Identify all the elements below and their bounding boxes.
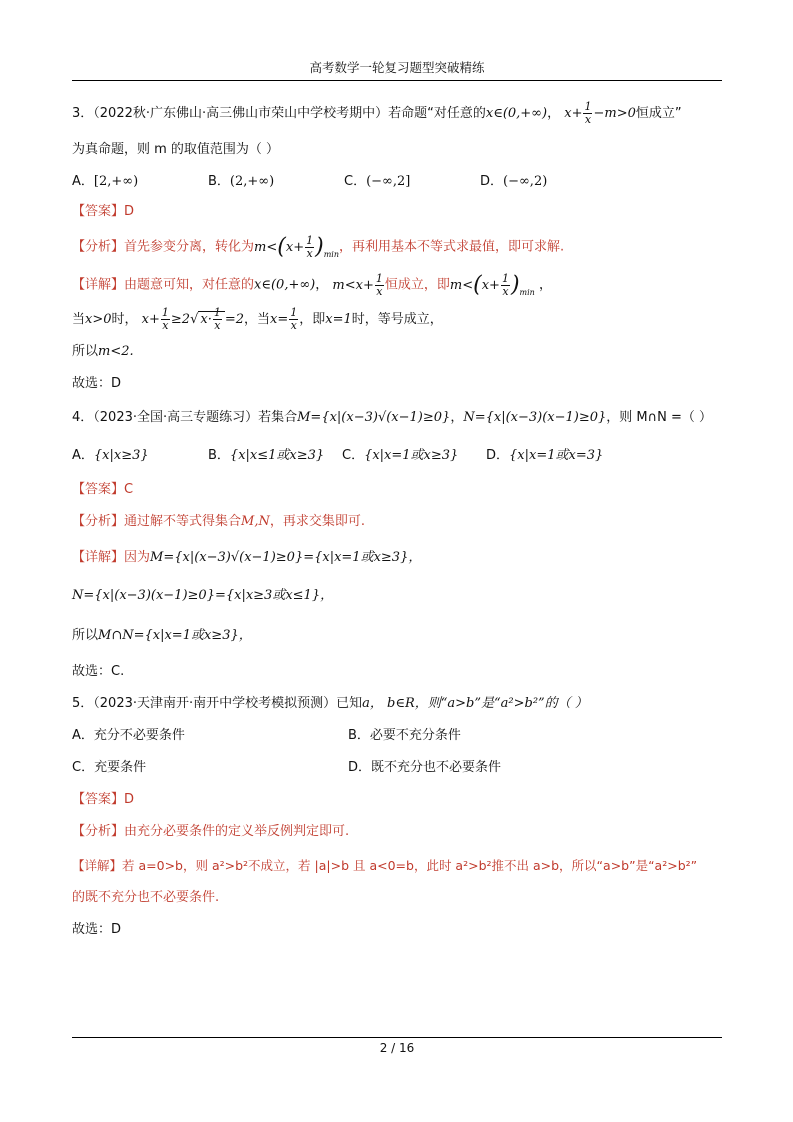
q3-stem-end: 恒成立” (635, 106, 682, 121)
q3-analysis-post: ，再利用基本不等式求最值，即可求解. (338, 239, 565, 255)
q3-option-c: C．(−∞,2] (344, 174, 411, 189)
q5-option-a: A．充分不必要条件 (72, 728, 185, 743)
q4-option-b: B．{x|x≤1或x≥3} (208, 448, 325, 463)
q4-option-d: D．{x|x=1或x=3} (486, 448, 604, 463)
page-number: 2 / 16 (379, 1041, 415, 1055)
q3-options (72, 172, 727, 192)
header-title: 高考数学一轮复习题型突破精练 (309, 60, 485, 75)
q4-detail-2: N={x|(x−3)(x−1)≥0}={x|x≥3或x≤1}， (72, 588, 334, 603)
q5-option-c: C．充要条件 (72, 760, 147, 775)
q5-analysis: 【分析】由充分必要条件的定义举反例判定即可. (72, 824, 350, 839)
q4-option-c: C．{x|x=1或x≥3} (342, 448, 459, 463)
q5-options-row2 (72, 758, 727, 778)
q4-option-a: A．{x|x≥3} (72, 448, 149, 463)
q3-analysis-tag: 【分析】 (72, 239, 125, 255)
q3-stem-set: x∈(0,+∞) (485, 106, 548, 121)
q5-option-b: B．必要不充分条件 (348, 728, 461, 743)
q3-answer-tag: 【答案】 (72, 204, 125, 219)
q3-stem-text: 3．（2022秋·广东佛山·高三佛山市荣山中学校考期中）若命题“对任意的 (72, 106, 486, 121)
q5-option-d: D．既不充分也不必要条件 (348, 760, 502, 775)
q3-option-b: B．(2,+∞) (208, 174, 275, 189)
q3-detail-2: 当x>0时， x+ $\frac{1}{x}$ ≥2√ x· $\frac{1}{x}$ =2，当x= $\frac{1}{x}$ ，即x=1时，等号成立， (72, 306, 443, 332)
q5-options-row1 (72, 726, 727, 746)
q4-options (72, 446, 727, 466)
page-header (72, 58, 722, 81)
q4-stem: 4．（2023·全国·高三专题练习）若集合M={x|(x−3)√(x−1)≥0}，N={x|(x−3)(x−1)≥0}，则 M∩N =（ ） (72, 410, 713, 425)
page-footer (72, 1037, 722, 1055)
q3-answer (72, 202, 727, 222)
q4-analysis: 【分析】通过解不等式得集合M,N，再求交集即可. (72, 514, 365, 529)
q3-analysis-pre: 首先参变分离，转化为 (124, 239, 255, 255)
document-content (72, 100, 727, 940)
q5-choose: 故选：D (72, 922, 122, 937)
q3-choose: 故选：D (72, 376, 122, 391)
q4-detail-3: 所以M∩N={x|x=1或x≥3}， (72, 628, 252, 643)
q5-stem: 5．（2023·天津南开·南开中学校考模拟预测）已知a， b∈R，则“a>b”是“a²>b²”的（ ） (72, 696, 588, 711)
q4-detail-1: 【详解】因为M={x|(x−3)√(x−1)≥0}={x|x=1或x≥3}， (72, 550, 422, 565)
q5-detail-2: 的既不充分也不必要条件. (72, 890, 220, 905)
q3-stem: 3．（2022秋·广东佛山·高三佛山市荣山中学校考期中）若命题“对任意的x∈(0,+∞)， x+ $\frac{1}{x}$ −m>0恒成立” (72, 100, 682, 126)
q3-analysis-expr: m<(x+ $\frac{1}{x}$ )$_{min}$ (254, 233, 339, 260)
q3-option-a: A．[2,+∞) (72, 174, 139, 189)
q4-answer: 【答案】C (72, 482, 134, 497)
q3-answer-value: D (124, 204, 135, 219)
q5-answer: 【答案】D (72, 792, 135, 807)
q5-detail-1: 【详解】若 a=0>b，则 a²>b²不成立，若 |a|>b 且 a<0=b，此时 a²>b²推不出 a>b，所以“a>b”是“a²>b²” (72, 858, 698, 873)
q3-option-d: D．(−∞,2) (480, 174, 548, 189)
q4-choose: 故选：C. (72, 664, 125, 679)
q3-stem2: 为真命题，则 m 的取值范围为（ ） (72, 142, 280, 157)
q3-analysis (72, 232, 727, 262)
q3-detail-tag: 【详解】 (72, 277, 125, 293)
q3-detail-1: 【详解】由题意可知，对任意的x∈(0,+∞)， m<x+ $\frac{1}{x}$ 恒成立，即m<(x+ $\frac{1}{x}$ )$_{min}$ ， (72, 271, 552, 298)
q3-stem-expr: x+ $\frac{1}{x}$ −m>0 (564, 100, 636, 126)
q3-detail-3: 所以m<2. (72, 344, 134, 359)
